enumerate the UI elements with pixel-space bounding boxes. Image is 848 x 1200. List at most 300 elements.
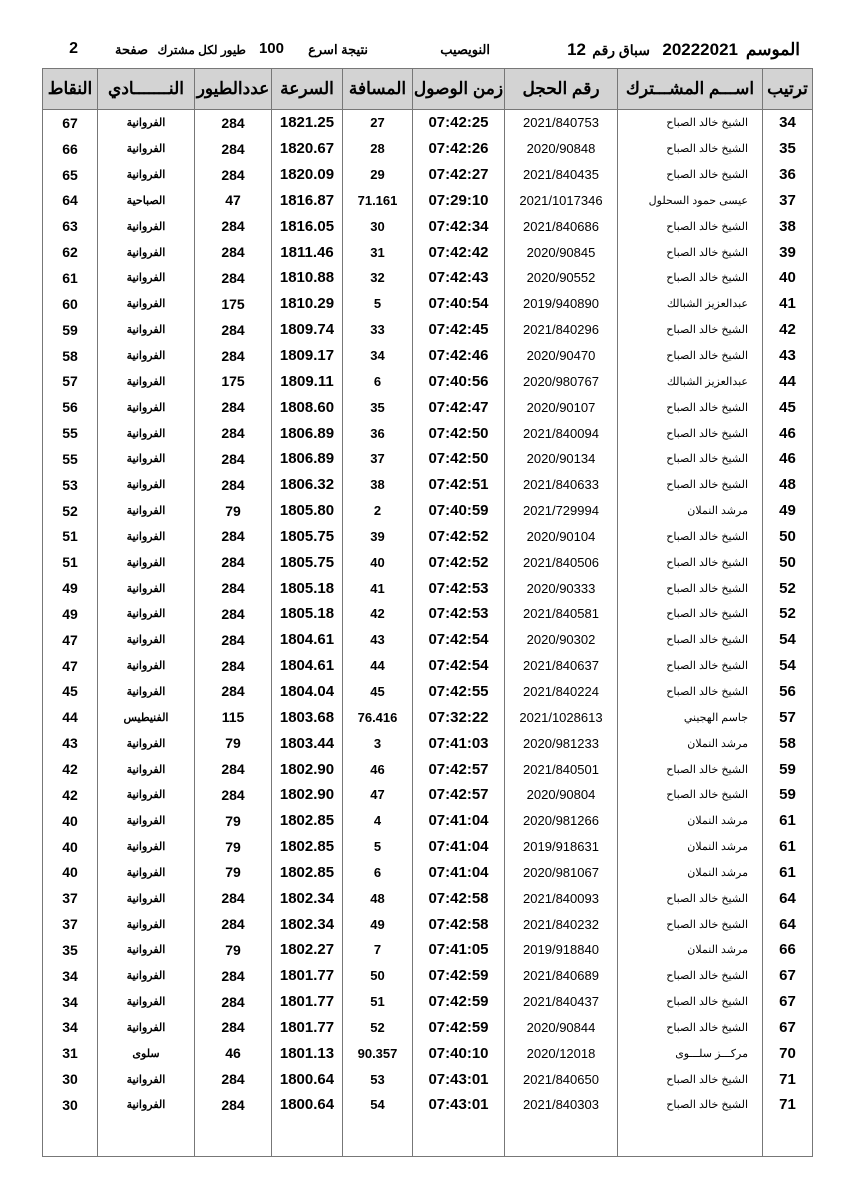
distance-cell: 5 xyxy=(343,834,413,860)
race-label: سباق رقم xyxy=(592,42,650,58)
participant-cell: الشيخ خالد الصباح xyxy=(618,782,763,808)
distance-cell: 53 xyxy=(343,1066,413,1092)
results-table xyxy=(42,68,813,1157)
rank-cell: 40 xyxy=(763,265,813,291)
empty-cell xyxy=(763,1118,813,1157)
table-row xyxy=(43,188,813,214)
distance-cell: 30 xyxy=(343,213,413,239)
ring-number-cell: 2020/981233 xyxy=(505,730,618,756)
ring-number-cell: 2021/840637 xyxy=(505,653,618,679)
bird-count-cell: 175 xyxy=(195,291,272,317)
club-cell: الفروانية xyxy=(98,162,195,188)
arrival-time-cell: 07:29:10 xyxy=(413,188,505,214)
arrival-time-cell: 07:32:22 xyxy=(413,704,505,730)
participant-cell: مرشد النملان xyxy=(618,730,763,756)
empty-row xyxy=(43,1118,813,1157)
points-cell: 59 xyxy=(43,317,98,343)
report-title xyxy=(0,40,848,64)
rank-cell: 36 xyxy=(763,162,813,188)
distance-cell: 46 xyxy=(343,756,413,782)
ring-number-cell: 2020/90470 xyxy=(505,343,618,369)
arrival-time-cell: 07:41:04 xyxy=(413,859,505,885)
club-cell: الفروانية xyxy=(98,601,195,627)
distance-cell: 27 xyxy=(343,110,413,136)
speed-cell: 1802.34 xyxy=(272,885,343,911)
table-row xyxy=(43,679,813,705)
club-cell: الفروانية xyxy=(98,317,195,343)
club-cell: الفروانية xyxy=(98,213,195,239)
arrival-time-cell: 07:42:57 xyxy=(413,782,505,808)
bird-count-cell: 284 xyxy=(195,885,272,911)
speed-cell: 1811.46 xyxy=(272,239,343,265)
rank-cell: 46 xyxy=(763,446,813,472)
arrival-time-cell: 07:42:50 xyxy=(413,420,505,446)
arrival-time-cell: 07:42:27 xyxy=(413,162,505,188)
points-cell: 45 xyxy=(43,679,98,705)
arrival-time-cell: 07:42:59 xyxy=(413,1015,505,1041)
race-number: 12 xyxy=(567,40,586,59)
empty-cell xyxy=(618,1118,763,1157)
speed-cell: 1804.61 xyxy=(272,627,343,653)
table-row xyxy=(43,653,813,679)
table-row xyxy=(43,472,813,498)
participant-cell: عيسى حمود السحلول xyxy=(618,188,763,214)
bird-count-cell: 79 xyxy=(195,730,272,756)
ring-number-cell: 2020/90302 xyxy=(505,627,618,653)
bird-count-cell: 284 xyxy=(195,756,272,782)
speed-cell: 1805.18 xyxy=(272,601,343,627)
speed-cell: 1808.60 xyxy=(272,394,343,420)
participant-cell: الشيخ خالد الصباح xyxy=(618,239,763,265)
bird-count-cell: 284 xyxy=(195,575,272,601)
club-cell: الفروانية xyxy=(98,343,195,369)
table-row xyxy=(43,1092,813,1118)
table-row xyxy=(43,704,813,730)
speed-cell: 1810.88 xyxy=(272,265,343,291)
club-cell: الفروانية xyxy=(98,808,195,834)
ring-number-cell: 2021/1017346 xyxy=(505,188,618,214)
points-cell: 67 xyxy=(43,110,98,136)
season-label: الموسم xyxy=(745,40,800,59)
bird-count-cell: 284 xyxy=(195,1066,272,1092)
rank-cell: 41 xyxy=(763,291,813,317)
bird-count-cell: 284 xyxy=(195,265,272,291)
table-row xyxy=(43,343,813,369)
distance-cell: 35 xyxy=(343,394,413,420)
speed-cell: 1801.77 xyxy=(272,1015,343,1041)
club-cell: الفروانية xyxy=(98,239,195,265)
speed-cell: 1802.85 xyxy=(272,834,343,860)
points-cell: 51 xyxy=(43,549,98,575)
rank-cell: 52 xyxy=(763,575,813,601)
ring-number-cell: 2020/90848 xyxy=(505,136,618,162)
club-cell: الفروانية xyxy=(98,782,195,808)
rank-cell: 42 xyxy=(763,317,813,343)
points-cell: 43 xyxy=(43,730,98,756)
distance-cell: 50 xyxy=(343,963,413,989)
points-cell: 34 xyxy=(43,963,98,989)
points-cell: 42 xyxy=(43,756,98,782)
distance-cell: 6 xyxy=(343,859,413,885)
distance-cell: 45 xyxy=(343,679,413,705)
rank-cell: 46 xyxy=(763,420,813,446)
distance-cell: 33 xyxy=(343,317,413,343)
distance-cell: 54 xyxy=(343,1092,413,1118)
participant-cell: الشيخ خالد الصباح xyxy=(618,549,763,575)
header-participant: اســـم المشـــترك xyxy=(618,69,763,110)
club-cell: الفروانية xyxy=(98,110,195,136)
header-points: النقاط xyxy=(43,69,98,110)
speed-cell: 1801.77 xyxy=(272,963,343,989)
page-number: 2 xyxy=(69,40,78,57)
arrival-time-cell: 07:41:05 xyxy=(413,937,505,963)
speed-cell: 1804.04 xyxy=(272,679,343,705)
speed-cell: 1809.11 xyxy=(272,368,343,394)
ring-number-cell: 2021/840686 xyxy=(505,213,618,239)
table-row xyxy=(43,808,813,834)
participant-cell: الشيخ خالد الصباح xyxy=(618,136,763,162)
rank-cell: 61 xyxy=(763,834,813,860)
season-value: 20222021 xyxy=(662,40,738,59)
participant-cell: الشيخ خالد الصباح xyxy=(618,627,763,653)
club-cell: الفروانية xyxy=(98,937,195,963)
points-cell: 56 xyxy=(43,394,98,420)
club-cell: الفروانية xyxy=(98,834,195,860)
distance-cell: 71.161 xyxy=(343,188,413,214)
participant-cell: الشيخ خالد الصباح xyxy=(618,213,763,239)
arrival-time-cell: 07:42:53 xyxy=(413,575,505,601)
arrival-time-cell: 07:42:59 xyxy=(413,989,505,1015)
table-row xyxy=(43,730,813,756)
club-cell: الفروانية xyxy=(98,730,195,756)
participant-cell: عبدالعزيز الشبالك xyxy=(618,291,763,317)
speed-cell: 1802.85 xyxy=(272,808,343,834)
table-row xyxy=(43,859,813,885)
table-row xyxy=(43,394,813,420)
table-row xyxy=(43,834,813,860)
bird-count-cell: 284 xyxy=(195,911,272,937)
empty-cell xyxy=(272,1118,343,1157)
table-row xyxy=(43,575,813,601)
bird-count-cell: 284 xyxy=(195,317,272,343)
points-cell: 55 xyxy=(43,446,98,472)
bird-count-cell: 46 xyxy=(195,1040,272,1066)
participant-cell: الشيخ خالد الصباح xyxy=(618,420,763,446)
ring-number-cell: 2021/840581 xyxy=(505,601,618,627)
distance-cell: 29 xyxy=(343,162,413,188)
table-row xyxy=(43,239,813,265)
ring-number-cell: 2021/840689 xyxy=(505,963,618,989)
participant-cell: مرشد النملان xyxy=(618,937,763,963)
distance-cell: 38 xyxy=(343,472,413,498)
arrival-time-cell: 07:40:56 xyxy=(413,368,505,394)
points-cell: 47 xyxy=(43,627,98,653)
ring-number-cell: 2021/840753 xyxy=(505,110,618,136)
bird-count-cell: 284 xyxy=(195,136,272,162)
bird-count-cell: 79 xyxy=(195,937,272,963)
rank-cell: 70 xyxy=(763,1040,813,1066)
results-body xyxy=(43,110,813,1157)
table-row xyxy=(43,627,813,653)
rank-cell: 50 xyxy=(763,549,813,575)
bird-count-cell: 284 xyxy=(195,653,272,679)
bird-count-cell: 284 xyxy=(195,110,272,136)
club-cell: الفروانية xyxy=(98,524,195,550)
distance-cell: 31 xyxy=(343,239,413,265)
arrival-time-cell: 07:40:10 xyxy=(413,1040,505,1066)
arrival-time-cell: 07:42:46 xyxy=(413,343,505,369)
bird-count-cell: 284 xyxy=(195,601,272,627)
bird-count-cell: 175 xyxy=(195,368,272,394)
empty-cell xyxy=(98,1118,195,1157)
ring-number-cell: 2021/840650 xyxy=(505,1066,618,1092)
arrival-time-cell: 07:42:53 xyxy=(413,601,505,627)
arrival-time-cell: 07:42:58 xyxy=(413,911,505,937)
bird-count-cell: 47 xyxy=(195,188,272,214)
arrival-time-cell: 07:42:42 xyxy=(413,239,505,265)
club-cell: الفروانية xyxy=(98,756,195,782)
arrival-time-cell: 07:42:55 xyxy=(413,679,505,705)
empty-cell xyxy=(413,1118,505,1157)
distance-cell: 90.357 xyxy=(343,1040,413,1066)
points-cell: 47 xyxy=(43,653,98,679)
points-cell: 40 xyxy=(43,859,98,885)
speed-cell: 1805.80 xyxy=(272,498,343,524)
ring-number-cell: 2020/90134 xyxy=(505,446,618,472)
table-row xyxy=(43,1066,813,1092)
distance-cell: 36 xyxy=(343,420,413,446)
ring-number-cell: 2021/840232 xyxy=(505,911,618,937)
participant-cell: الشيخ خالد الصباح xyxy=(618,472,763,498)
arrival-time-cell: 07:43:01 xyxy=(413,1092,505,1118)
participant-cell: مرشد النملان xyxy=(618,808,763,834)
points-cell: 35 xyxy=(43,937,98,963)
club-cell: الفروانية xyxy=(98,136,195,162)
table-row xyxy=(43,446,813,472)
speed-cell: 1816.87 xyxy=(272,188,343,214)
rank-cell: 50 xyxy=(763,524,813,550)
bird-count-cell: 284 xyxy=(195,472,272,498)
distance-cell: 39 xyxy=(343,524,413,550)
arrival-time-cell: 07:42:50 xyxy=(413,446,505,472)
speed-cell: 1800.64 xyxy=(272,1066,343,1092)
participant-cell: الشيخ خالد الصباح xyxy=(618,446,763,472)
speed-cell: 1821.25 xyxy=(272,110,343,136)
club-cell: الفروانية xyxy=(98,265,195,291)
points-cell: 66 xyxy=(43,136,98,162)
bird-count-cell: 79 xyxy=(195,808,272,834)
arrival-time-cell: 07:42:52 xyxy=(413,524,505,550)
speed-cell: 1802.27 xyxy=(272,937,343,963)
rank-cell: 61 xyxy=(763,859,813,885)
speed-cell: 1809.74 xyxy=(272,317,343,343)
ring-number-cell: 2019/940890 xyxy=(505,291,618,317)
rank-cell: 66 xyxy=(763,937,813,963)
arrival-time-cell: 07:42:54 xyxy=(413,653,505,679)
rank-cell: 59 xyxy=(763,782,813,808)
arrival-time-cell: 07:42:54 xyxy=(413,627,505,653)
empty-cell xyxy=(505,1118,618,1157)
club-cell: الفروانية xyxy=(98,291,195,317)
ring-number-cell: 2021/840501 xyxy=(505,756,618,782)
bird-count-cell: 115 xyxy=(195,704,272,730)
club-cell: الصباحية xyxy=(98,188,195,214)
arrival-time-cell: 07:41:04 xyxy=(413,808,505,834)
rank-cell: 37 xyxy=(763,188,813,214)
ring-number-cell: 2021/840435 xyxy=(505,162,618,188)
points-cell: 44 xyxy=(43,704,98,730)
distance-cell: 43 xyxy=(343,627,413,653)
ring-number-cell: 2020/90844 xyxy=(505,1015,618,1041)
club-cell: الفروانية xyxy=(98,679,195,705)
header-arrival-time: زمن الوصول xyxy=(413,69,505,110)
participant-cell: الشيخ خالد الصباح xyxy=(618,575,763,601)
participant-cell: الشيخ خالد الصباح xyxy=(618,601,763,627)
header-bird-count: عددالطيور xyxy=(195,69,272,110)
points-cell: 34 xyxy=(43,1015,98,1041)
participant-cell: الشيخ خالد الصباح xyxy=(618,963,763,989)
header-distance: المسافة xyxy=(343,69,413,110)
club-cell: الفروانية xyxy=(98,989,195,1015)
participant-cell: الشيخ خالد الصباح xyxy=(618,911,763,937)
distance-cell: 44 xyxy=(343,653,413,679)
bird-count-cell: 284 xyxy=(195,162,272,188)
participant-cell: مركـــز سلـــوى xyxy=(618,1040,763,1066)
distance-cell: 28 xyxy=(343,136,413,162)
rank-cell: 71 xyxy=(763,1066,813,1092)
table-row xyxy=(43,911,813,937)
points-cell: 42 xyxy=(43,782,98,808)
participant-cell: الشيخ خالد الصباح xyxy=(618,524,763,550)
bird-count-cell: 284 xyxy=(195,963,272,989)
ring-number-cell: 2021/840506 xyxy=(505,549,618,575)
distance-cell: 2 xyxy=(343,498,413,524)
rank-cell: 71 xyxy=(763,1092,813,1118)
speed-cell: 1806.32 xyxy=(272,472,343,498)
rank-cell: 44 xyxy=(763,368,813,394)
club-cell: الفروانية xyxy=(98,472,195,498)
speed-cell: 1802.34 xyxy=(272,911,343,937)
distance-cell: 3 xyxy=(343,730,413,756)
bird-count-cell: 284 xyxy=(195,549,272,575)
club-cell: الفروانية xyxy=(98,859,195,885)
bird-count-cell: 284 xyxy=(195,1015,272,1041)
bird-count-cell: 284 xyxy=(195,213,272,239)
table-row xyxy=(43,782,813,808)
bird-count-cell: 79 xyxy=(195,834,272,860)
rank-cell: 54 xyxy=(763,653,813,679)
participant-cell: الشيخ خالد الصباح xyxy=(618,756,763,782)
rank-cell: 52 xyxy=(763,601,813,627)
rank-cell: 64 xyxy=(763,911,813,937)
speed-cell: 1810.29 xyxy=(272,291,343,317)
race-location: النويصيب xyxy=(440,42,490,57)
distance-cell: 41 xyxy=(343,575,413,601)
arrival-time-cell: 07:42:25 xyxy=(413,110,505,136)
bird-count-cell: 284 xyxy=(195,627,272,653)
ring-number-cell: 2020/981266 xyxy=(505,808,618,834)
distance-cell: 76.416 xyxy=(343,704,413,730)
participant-cell: الشيخ خالد الصباح xyxy=(618,343,763,369)
points-cell: 62 xyxy=(43,239,98,265)
rank-cell: 48 xyxy=(763,472,813,498)
participant-cell: مرشد النملان xyxy=(618,859,763,885)
speed-cell: 1806.89 xyxy=(272,446,343,472)
empty-cell xyxy=(195,1118,272,1157)
page-label: صفحة xyxy=(115,42,148,57)
speed-cell: 1820.09 xyxy=(272,162,343,188)
points-cell: 49 xyxy=(43,601,98,627)
bird-count-cell: 284 xyxy=(195,394,272,420)
participant-cell: الشيخ خالد الصباح xyxy=(618,653,763,679)
points-cell: 61 xyxy=(43,265,98,291)
ring-number-cell: 2020/90107 xyxy=(505,394,618,420)
bird-count-cell: 284 xyxy=(195,989,272,1015)
arrival-time-cell: 07:42:52 xyxy=(413,549,505,575)
arrival-time-cell: 07:40:59 xyxy=(413,498,505,524)
distance-cell: 5 xyxy=(343,291,413,317)
distance-cell: 34 xyxy=(343,343,413,369)
club-cell: الفروانية xyxy=(98,498,195,524)
speed-cell: 1802.90 xyxy=(272,756,343,782)
speed-cell: 1804.61 xyxy=(272,653,343,679)
points-cell: 57 xyxy=(43,368,98,394)
table-row xyxy=(43,317,813,343)
table-row xyxy=(43,937,813,963)
participant-cell: الشيخ خالد الصباح xyxy=(618,1066,763,1092)
rank-cell: 54 xyxy=(763,627,813,653)
rank-cell: 34 xyxy=(763,110,813,136)
participant-cell: الشيخ خالد الصباح xyxy=(618,885,763,911)
table-row xyxy=(43,549,813,575)
speed-cell: 1803.44 xyxy=(272,730,343,756)
table-row xyxy=(43,756,813,782)
points-cell: 31 xyxy=(43,1040,98,1066)
speed-cell: 1805.75 xyxy=(272,549,343,575)
distance-cell: 40 xyxy=(343,549,413,575)
rank-cell: 39 xyxy=(763,239,813,265)
speed-cell: 1816.05 xyxy=(272,213,343,239)
rank-cell: 59 xyxy=(763,756,813,782)
speed-cell: 1801.13 xyxy=(272,1040,343,1066)
participant-cell: الشيخ خالد الصباح xyxy=(618,394,763,420)
points-cell: 64 xyxy=(43,188,98,214)
table-row xyxy=(43,885,813,911)
ring-number-cell: 2019/918840 xyxy=(505,937,618,963)
rank-cell: 64 xyxy=(763,885,813,911)
distance-cell: 51 xyxy=(343,989,413,1015)
points-cell: 30 xyxy=(43,1066,98,1092)
club-cell: الفروانية xyxy=(98,963,195,989)
bird-count-cell: 284 xyxy=(195,524,272,550)
bird-count-cell: 79 xyxy=(195,498,272,524)
arrival-time-cell: 07:42:47 xyxy=(413,394,505,420)
arrival-time-cell: 07:42:57 xyxy=(413,756,505,782)
rank-cell: 61 xyxy=(763,808,813,834)
empty-cell xyxy=(343,1118,413,1157)
table-row xyxy=(43,524,813,550)
points-cell: 65 xyxy=(43,162,98,188)
ring-number-cell: 2020/12018 xyxy=(505,1040,618,1066)
table-row xyxy=(43,110,813,136)
distance-cell: 42 xyxy=(343,601,413,627)
club-cell: الفروانية xyxy=(98,446,195,472)
club-cell: الفروانية xyxy=(98,420,195,446)
bird-count-cell: 284 xyxy=(195,420,272,446)
table-row xyxy=(43,989,813,1015)
rank-cell: 43 xyxy=(763,343,813,369)
points-cell: 55 xyxy=(43,420,98,446)
